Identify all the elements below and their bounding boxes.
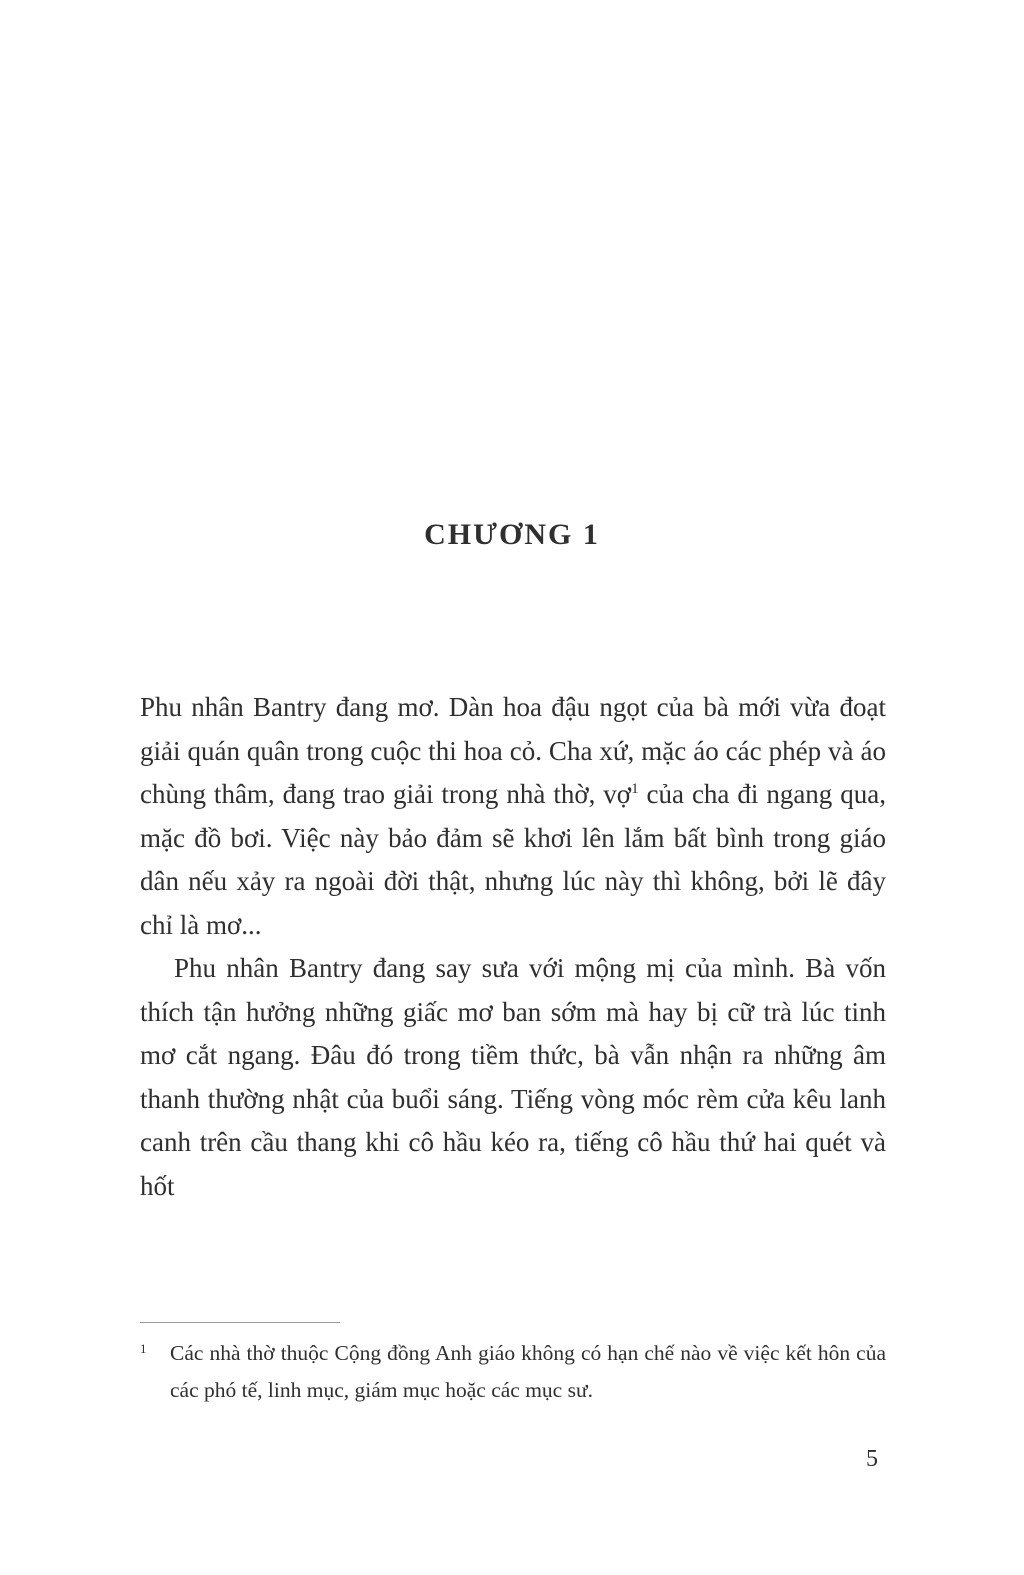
paragraph-1: [140, 686, 886, 947]
paragraph-2: Phu nhân Bantry đang say sưa với mộng mị của mình. Bà vốn thích tận hưởng những giấc mơ ban sớm mà hay bị cữ trà lúc tinh mơ cắt ngang. Đâu đó trong tiềm thức, bà vẫn nhận ra những âm thanh thường nhật của buổi sáng. Tiếng vòng móc rèm cửa kêu lanh canh trên cầu thang khi cô hầu kéo ra, tiếng cô hầu thứ hai quét và hốt: [140, 953, 886, 1201]
body-text: [140, 686, 886, 1208]
paragraph-1-text: Phu nhân Bantry đang mơ. Dàn hoa đậu ngọt của bà mới vừa đoạt giải quán quân trong cuộc thi hoa cỏ. Cha xứ, mặc áo các phép và áo chùng thâm, đang trao giải trong nhà thờ, vợ: [140, 692, 886, 809]
footnote-reference: 1: [631, 781, 639, 797]
footnote-text: Các nhà thờ thuộc Cộng đồng Anh giáo không có hạn chế nào về việc kết hôn của các phó tế, linh mục, giám mục hoặc các mục sư.: [170, 1341, 886, 1402]
paragraph-1-text-continued: của cha đi ngang qua, mặc đồ bơi. Việc này bảo đảm sẽ khơi lên lắm bất bình trong giáo dân nếu xảy ra ngoài đời thật, nhưng lúc này thì không, bởi lẽ đây chỉ là mơ...: [140, 779, 886, 940]
page-number: 5: [866, 1446, 878, 1472]
footnote-area: [140, 1322, 886, 1409]
chapter-title: CHƯƠNG 1: [424, 518, 600, 551]
footnote: $^1$ Các nhà thờ thuộc Cộng đồng Anh giáo không có hạn chế nào về việc kết hôn của các phó tế, linh mục, giám mục hoặc các mục sư.: [140, 1341, 886, 1402]
footnote-divider: [140, 1322, 340, 1323]
